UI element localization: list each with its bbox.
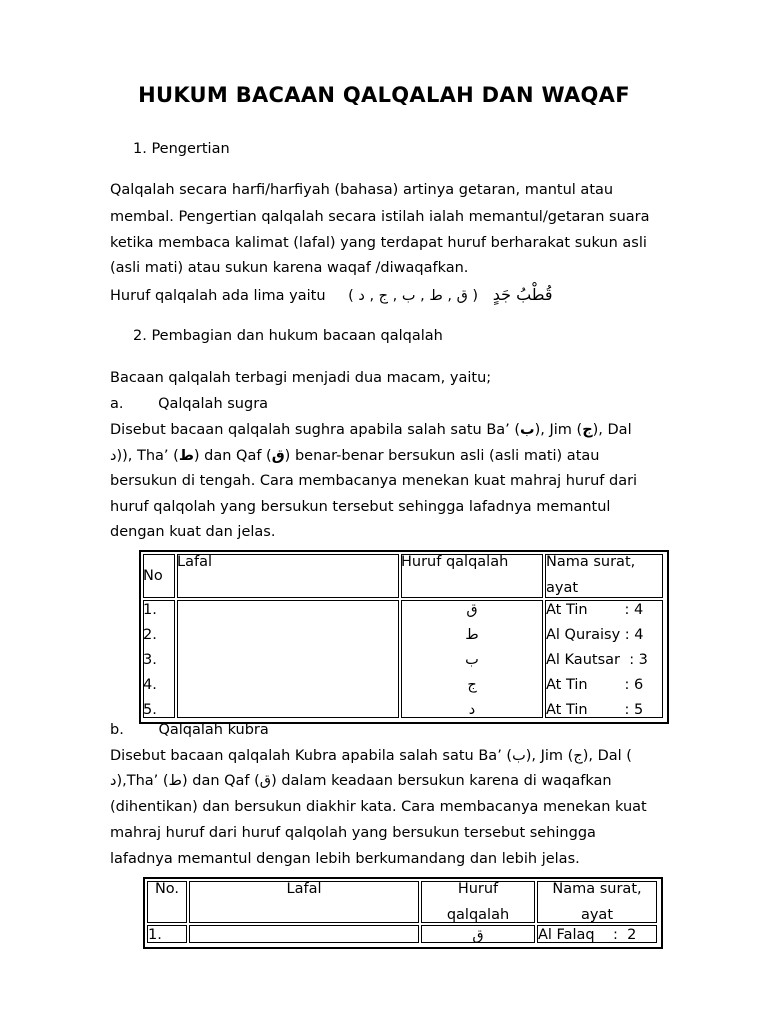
table-qalqalah-kubra (143, 877, 663, 949)
row-no: 2. (143, 627, 157, 643)
arabic-letter: ط (178, 448, 194, 464)
header-lafal: Lafal (177, 554, 212, 570)
header-huruf: Huruf qalqalah (401, 554, 509, 570)
text-run: Disebut bacaan qalqalah sughra apabila salah satu Ba’ ( (110, 422, 521, 438)
paragraph-line: mahraj huruf dari huruf qalqolah yang bersukun tersebut sehingga (110, 825, 596, 841)
row-no: 3. (143, 652, 157, 668)
text-run: ), Jim ( (534, 422, 583, 438)
paragraph-line: (dihentikan) dan bersukun diakhir kata. Cara membacanya menekan kuat (110, 799, 647, 815)
paragraph-line: (asli mati) atau sukun karena waqaf /diwaqafkan. (110, 260, 469, 276)
row-huruf: ج (467, 677, 477, 693)
letters-prefix: Huruf qalqalah ada lima yaitu (110, 288, 326, 304)
row-huruf: د (468, 702, 476, 718)
row-huruf: ق (472, 928, 484, 944)
paragraph-line: Qalqalah secara harfi/harfiyah (bahasa) artinya getaran, mantul atau (110, 182, 614, 198)
subsection-a-heading (110, 396, 268, 412)
header-nama-surat: Nama surat, (552, 881, 642, 897)
paragraph-line: bersukun di tengah. Cara membacanya menekan kuat mahraj huruf dari (110, 473, 638, 489)
qalqalah-letters-line (110, 285, 553, 304)
header-ayat: ayat (546, 580, 579, 596)
row-huruf: ب (465, 652, 479, 668)
row-surat: Al Falaq : 2 (538, 927, 637, 943)
arabic-letter: ب (520, 422, 535, 438)
row-surat: At Tin : 6 (546, 677, 644, 693)
subsection-a-title: Qalqalah sugra (158, 396, 269, 412)
row-surat: Al Quraisy : 4 (546, 627, 644, 643)
arabic-letter: ج (582, 422, 593, 438)
row-surat: At Tin : 4 (546, 602, 644, 618)
arabic-letter: ق (271, 448, 285, 464)
subsection-b-label: b. (110, 722, 124, 738)
row-huruf: ط (465, 627, 479, 643)
row-surat: At Tin : 5 (546, 702, 644, 718)
table-qalqalah-sugra (139, 550, 669, 724)
row-no: 4. (143, 677, 157, 693)
row-no: 5. (143, 702, 157, 718)
paragraph-line: د),Tha’ (ط) dan Qaf (ق) dalam keadaan bersukun karena di waqafkan (110, 773, 612, 789)
paragraph-line: Disebut bacaan qalqalah Kubra apabila salah satu Ba’ (ب), Jim (ج), Dal ( (110, 748, 632, 764)
subsection-b-title: Qalqalah kubra (158, 722, 269, 738)
subsection-b-heading (110, 722, 269, 738)
text-run: ) benar-benar bersukun asli (asli mati) atau (284, 448, 600, 464)
section-1-heading: 1. Pengertian (133, 141, 230, 157)
row-surat: Al Kautsar : 3 (546, 652, 648, 668)
document-title: HUKUM BACAAN QALQALAH DAN WAQAF (138, 83, 630, 107)
row-no: 1. (143, 602, 157, 618)
section-2-heading: 2. Pembagian dan hukum bacaan qalqalah (133, 328, 443, 344)
table-body-cell (177, 600, 399, 718)
header-lafal: Lafal (286, 881, 322, 897)
section-2-intro: Bacaan qalqalah terbagi menjadi dua macam, yaitu; (110, 370, 492, 386)
header-nama-surat: Nama surat, (546, 554, 636, 570)
text-run: ) dan Qaf ( (193, 448, 272, 464)
table-body-cell (189, 925, 419, 943)
paragraph-line: ketika membaca kalimat (lafal) yang terdapat huruf berharakat sukun asli (110, 235, 647, 251)
letters-list: ( ق , ط , ب , ج , د ) (348, 288, 479, 304)
header-ayat: ayat (580, 907, 614, 923)
row-huruf: ق (466, 602, 478, 618)
paragraph-line (110, 422, 632, 438)
letters-word: قُطْبُ جَدٍ (492, 285, 553, 304)
text-run: د)), Tha’ ( (110, 448, 179, 464)
paragraph-line (110, 448, 599, 464)
header-no: No (143, 568, 163, 584)
row-no: 1. (148, 927, 162, 943)
header-huruf: Huruf (457, 881, 499, 897)
paragraph-line: lafadnya memantul dengan lebih berkumandang dan lebih jelas. (110, 851, 580, 867)
header-qalqalah: qalqalah (446, 907, 510, 923)
subsection-a-label: a. (110, 396, 124, 412)
paragraph-line: huruf qalqolah yang bersukun tersebut sehingga lafadnya memantul (110, 499, 611, 515)
paragraph-line: membal. Pengertian qalqalah secara istilah ialah memantul/getaran suara (110, 209, 650, 225)
header-no: No. (154, 881, 180, 897)
text-run: ), Dal (592, 422, 632, 438)
paragraph-line: dengan kuat dan jelas. (110, 524, 276, 540)
